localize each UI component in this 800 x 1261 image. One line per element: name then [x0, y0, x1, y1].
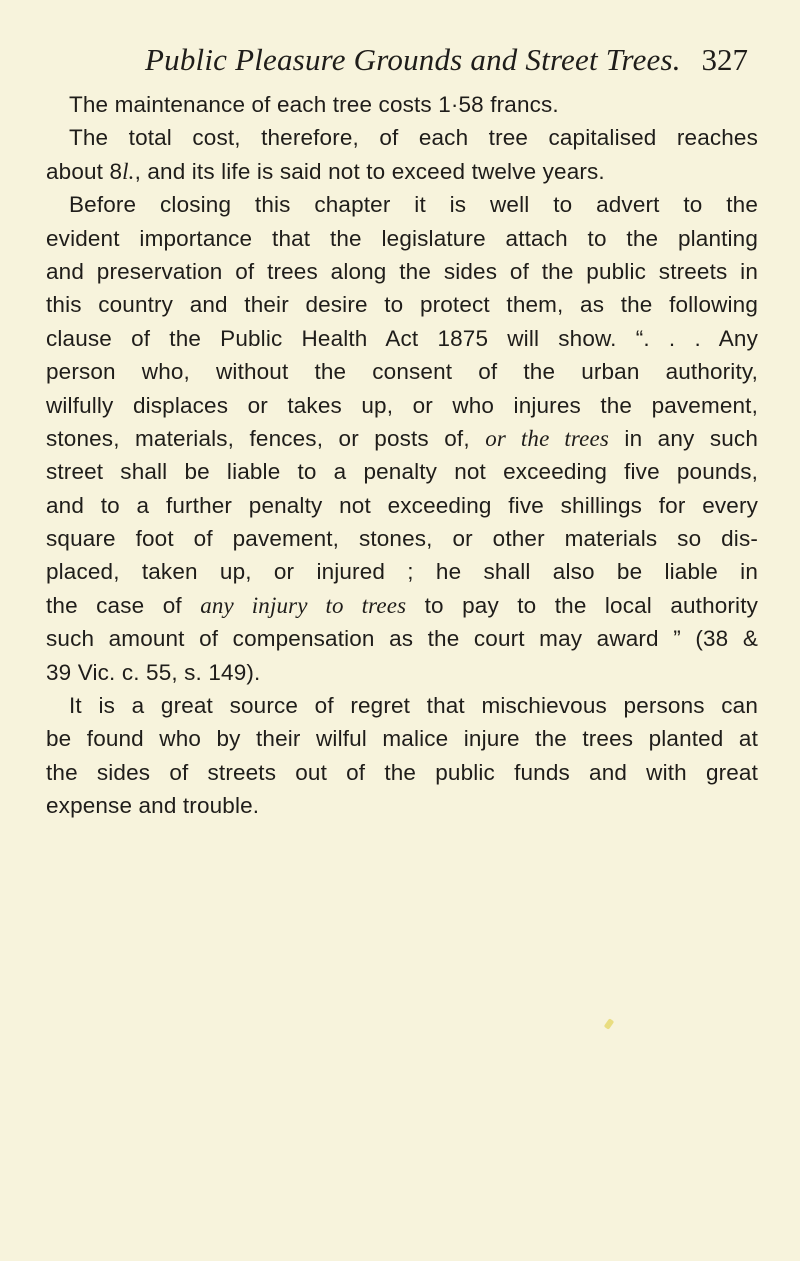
- running-head: [145, 40, 748, 90]
- pounds-abbreviation: l.: [122, 158, 135, 184]
- text-line: 39 Vic. c. 55, s. 149).: [46, 659, 261, 685]
- text-fragment: stones, materials, fences, or posts of,: [46, 425, 486, 451]
- paper-speck: [604, 1018, 615, 1030]
- text-line: such amount of compensation as the court may award ” (38 &: [46, 626, 758, 652]
- text-fragment: about 8: [46, 158, 123, 184]
- text-fragment: the case of: [46, 592, 201, 618]
- text-line: evident importance that the legislature attach to the planting: [46, 225, 758, 251]
- text-fragment: , and its life is said not to exceed twelve years.: [134, 158, 605, 184]
- text-line: The maintenance of each tree costs 1·58 francs.: [69, 92, 559, 117]
- text-line: and to a further penalty not exceeding five shillings for every: [46, 492, 758, 518]
- text-fragment: in any such: [608, 425, 758, 451]
- page-number: 327: [701, 42, 748, 77]
- text-line: wilfully displaces or takes up, or who injures the pavement,: [46, 392, 758, 418]
- text-line: [46, 422, 758, 455]
- italic-emphasis: or the trees: [485, 425, 609, 451]
- text-line: The total cost, therefore, of each tree capitalised reaches: [69, 125, 758, 151]
- text-line: be found who by their wilful malice injure the trees planted at: [46, 726, 758, 752]
- text-line: [46, 155, 758, 188]
- text-line: and preservation of trees along the sides of the public streets in: [46, 258, 758, 284]
- text-line: Before closing this chapter it is well to advert to the: [69, 192, 758, 218]
- text-line: this country and their desire to protect them, as the following: [46, 292, 758, 318]
- text-line: placed, taken up, or injured ; he shall also be liable in: [46, 559, 758, 585]
- text-line: It is a great source of regret that mischievous persons can: [69, 693, 758, 719]
- italic-emphasis: any injury to trees: [200, 592, 407, 618]
- running-head-title: Public Pleasure Grounds and Street Trees.: [145, 42, 681, 77]
- text-line: street shall be liable to a penalty not exceeding five pounds,: [46, 459, 758, 485]
- text-line: [46, 589, 758, 622]
- text-line: clause of the Public Health Act 1875 will show. “. . . Any: [46, 325, 758, 351]
- text-line: the sides of streets out of the public funds and with great: [46, 759, 758, 785]
- text-line: expense and trouble.: [46, 793, 260, 819]
- body-text: [46, 88, 758, 823]
- text-line: square foot of pavement, stones, or other materials so dis-: [46, 526, 758, 552]
- text-line: person who, without the consent of the urban authority,: [46, 359, 758, 385]
- text-fragment: to pay to the local authority: [406, 592, 758, 618]
